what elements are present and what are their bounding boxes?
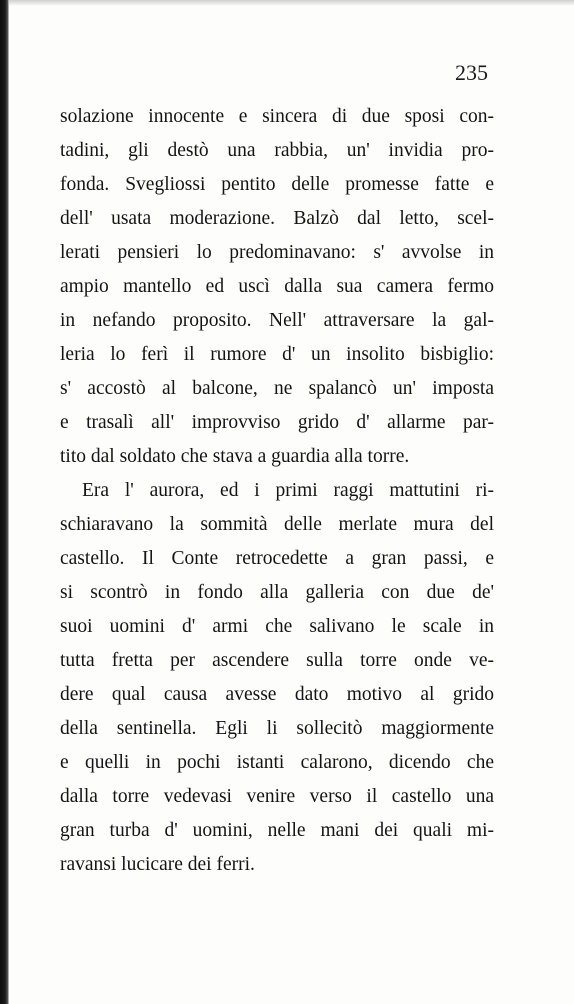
body-text xyxy=(60,100,494,882)
text-line: Era l' aurora, ed i primi raggi mattutini ri- xyxy=(82,480,494,501)
text-line: tito dal soldato che stava a guardia alla torre. xyxy=(60,446,410,467)
text-line: dell' usata moderazione. Balzò dal letto, scel- xyxy=(60,208,494,229)
text-line: tadini, gli destò una rabbia, un' invidia pro- xyxy=(60,140,494,161)
text-line: dalla torre vedevasi venire verso il castello una xyxy=(60,786,494,807)
text-line: s' accostò al balcone, ne spalancò un' imposta xyxy=(60,378,494,399)
text-line: lerati pensieri lo predominavano: s' avvolse in xyxy=(60,242,494,263)
text-line: in nefando proposito. Nell' attraversare la gal- xyxy=(60,310,494,331)
binding-edge xyxy=(0,0,9,1004)
text-line: si scontrò in fondo alla galleria con due de' xyxy=(60,582,494,603)
text-line: suoi uomini d' armi che salivano le scale in xyxy=(60,616,494,637)
text-line: dere qual causa avesse dato motivo al grido xyxy=(60,684,494,705)
text-line: schiaravano la sommità delle merlate mura del xyxy=(60,514,494,535)
text-line: e quelli in pochi istanti calarono, dicendo che xyxy=(60,752,494,773)
text-line: della sentinella. Egli li sollecitò maggiormente xyxy=(60,718,494,739)
text-line: ravansi lucicare dei ferri. xyxy=(60,854,255,875)
text-line: gran turba d' uomini, nelle mani dei quali mi- xyxy=(60,820,494,841)
text-line: solazione innocente e sincera di due sposi con- xyxy=(60,106,494,127)
text-line: e trasalì all' improvviso grido d' allarme par- xyxy=(60,412,494,433)
text-line: leria lo ferì il rumore d' un insolito bisbiglio: xyxy=(60,344,494,365)
top-shadow xyxy=(9,0,574,6)
text-line: fonda. Svegliossi pentito delle promesse fatte e xyxy=(60,174,494,195)
text-line: tutta fretta per ascendere sulla torre onde ve- xyxy=(60,650,494,671)
text-line: ampio mantello ed uscì dalla sua camera fermo xyxy=(60,276,494,297)
text-line: castello. Il Conte retrocedette a gran passi, e xyxy=(60,548,494,569)
page-number: 235 xyxy=(455,60,488,85)
